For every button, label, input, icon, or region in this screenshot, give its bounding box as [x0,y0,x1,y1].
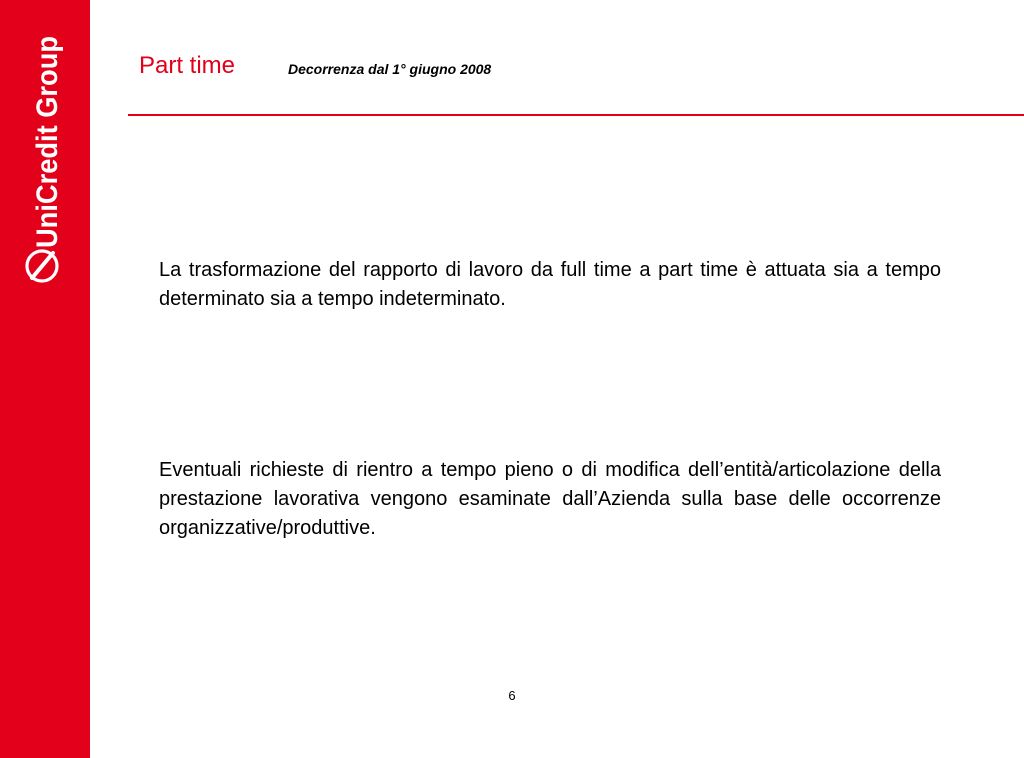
page-number: 6 [508,688,516,703]
paragraph-part-time-transformation: La trasformazione del rapporto di lavoro da full time a part time è attuata sia a tempo determinato sia a tempo indeterminato. [159,259,941,310]
brand-sidebar [0,0,90,758]
unicredit-logo [0,0,90,300]
unicredit-emblem-icon [27,251,57,281]
header-divider [128,114,1024,116]
paragraph-return-full-time: Eventuali richieste di rientro a tempo pieno o di modifica dell’entità/articolazione della prestazione lavorativa vengono esaminate dall’Azienda sulla base delle occorrenze organizzative/produttive. [159,459,941,539]
page-title: Part time [139,52,236,79]
brand-wordmark: UniCredit Group [31,14,64,248]
page-subtitle: Decorrenza dal 1° giugno 2008 [288,61,492,77]
